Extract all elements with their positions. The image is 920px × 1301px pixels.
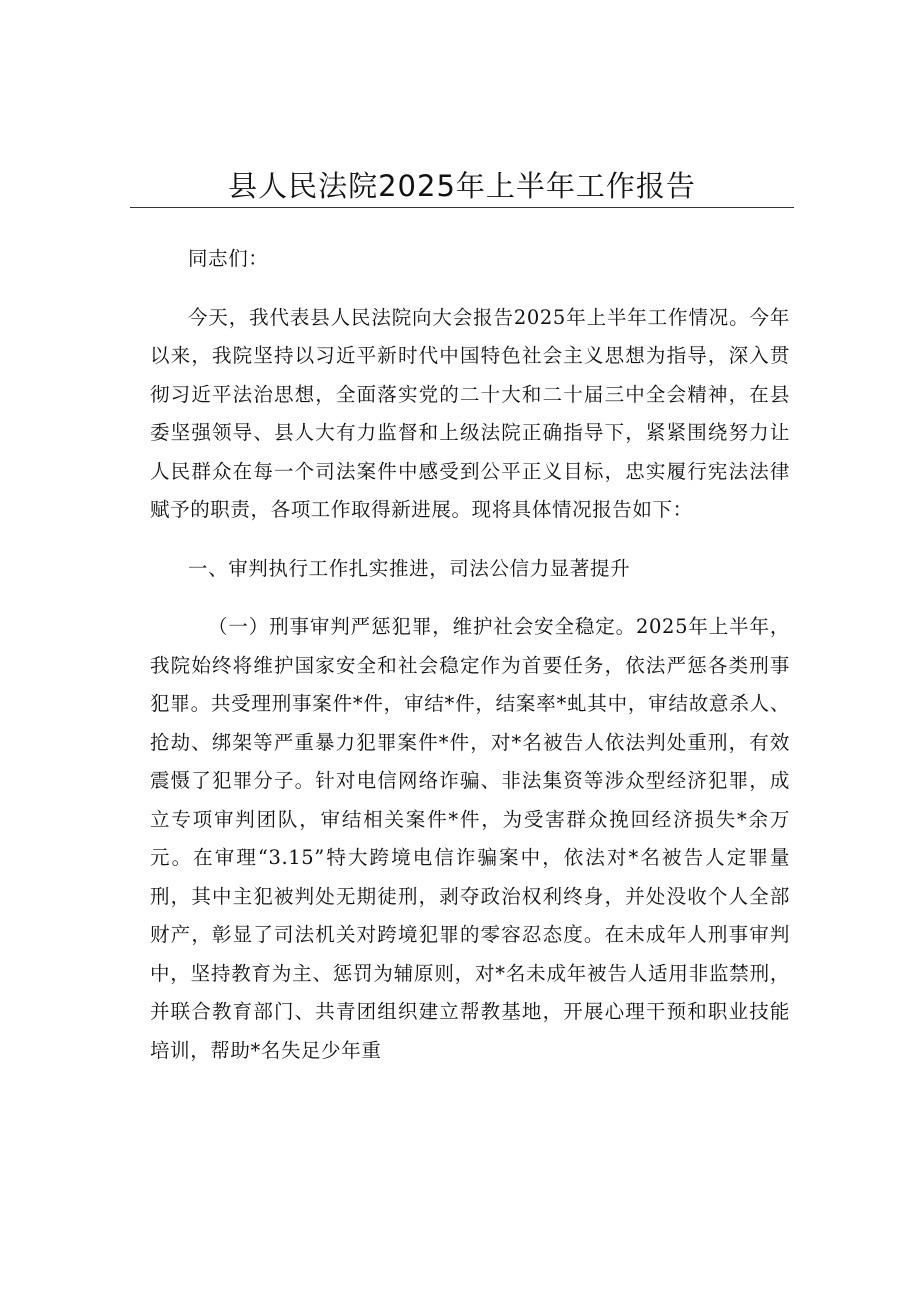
document-title: 县人民法院2025年上半年工作报告 xyxy=(228,169,696,203)
document-body xyxy=(150,240,790,1070)
section-heading-1: 一、审判执行工作扎实推进，司法公信力显著提升 xyxy=(188,556,631,580)
greeting: 同志们： xyxy=(188,247,269,270)
section-1-subsection-1: （一）刑事审判严惩犯罪，维护社会安全稳定。2025年上半年，我院始终将维护国家安全和社会稳定作为首要任务，依法严惩各类刑事犯罪。共受理刑事案件*件，审结*件，结案率*虬其中，审结故意杀人、抢劫、绑架等严重暴力犯罪案件*件，对*名被告人依法判处重刑，有效震慑了犯罪分子。针对电信网络诈骗、非法集资等涉众型经济犯罪，成立专项审判团队，审结相关案件*件，为受害群众挽回经济损失*余万元。在审理“3.15”特大跨境电信诈骗案中，依法对*名被告人定罪量刑，其中主犯被判处无期徒刑，剥夺政治权利终身，并处没收个人全部财产，彰显了司法机关对跨境犯罪的零容忍态度。在未成年人刑事审判中，坚持教育为主、惩罚为辅原则，对*名未成年被告人适用非监禁刑，并联合教育部门、共青团组织建立帮教基地，开展心理干预和职业技能培训，帮助*名失足少年重 xyxy=(150,615,790,1062)
intro-paragraph: 今天，我代表县人民法院向大会报告2025年上半年工作情况。今年以来，我院坚持以习近平新时代中国特色社会主义思想为指导，深入贯彻习近平法治思想，全面落实党的二十大和二十届三中全会精神，在县委坚强领导、县人大有力监督和上级法院正确指导下，紧紧围绕努力让人民群众在每一个司法案件中感受到公平正义目标，忠实履行宪法法律赋予的职责，各项工作取得新进展。现将具体情况报告如下： xyxy=(150,305,790,521)
title-underline xyxy=(130,207,794,208)
